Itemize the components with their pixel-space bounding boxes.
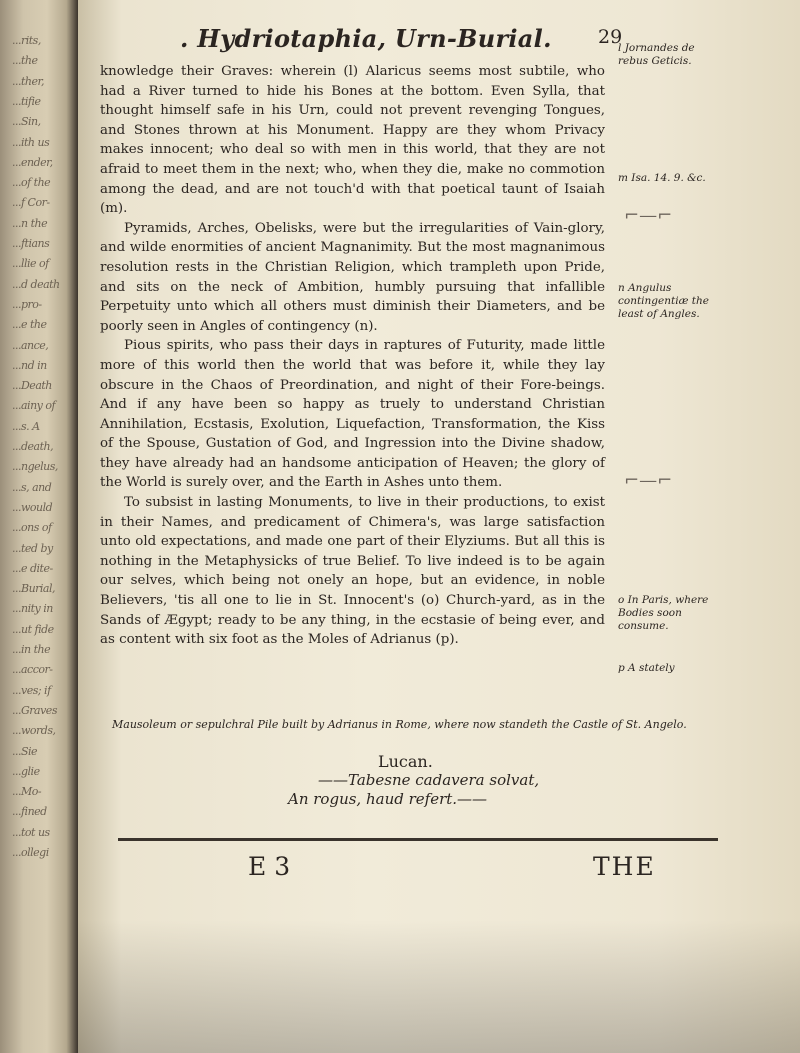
main-text: [100, 62, 605, 650]
left-edge-fragment: ...tot us: [12, 825, 50, 839]
left-edge-fragment: ...Death: [12, 379, 52, 393]
margin-note-o: o In Paris, where Bodies soon consume.: [618, 594, 709, 632]
pen-bracket-mark: ⌐—⌐: [624, 205, 673, 226]
quotation-source: Lucan.: [378, 752, 433, 771]
left-edge-fragment: ...llie of: [12, 257, 49, 271]
margin-note-l: l Jornandes de rebus Geticis.: [618, 42, 695, 67]
printer-rule: [118, 838, 718, 841]
paragraph-2: Pyramids, Arches, Obelisks, were but the irregularities of Vain-glory, and wilde enormities of ancient Magnanimity. But the most magnanimous resolution rests in the Christian Religion, which trampleth upon Pride, and sits on the neck of Ambition, humbly pursuing that infallible Perpetuity unto which all others must diminish their Diameters, and be poorly seen in Angles of contingency (n).: [100, 220, 605, 334]
page-shadow: [78, 920, 800, 1053]
left-edge-fragment: ...would: [12, 500, 53, 514]
book-page: [78, 0, 800, 1053]
paragraph-3: Pious spirits, who pass their days in raptures of Futurity, made little more of this world then the world that was before it, while they lay obscure in the Chaos of Preordination, and night of their Fore-beings. And if any have been so happy as truely to understand Christian Annihilation, Ecstasis, Exolution, Liquefaction, Transformation, the Kiss of the Spouse, Gustation of God, and Ingression into the Divine shadow, they have already had an handsome anticipation of Heaven; the glory of the World is surely over, and the Earth in Ashes unto them.: [100, 338, 605, 491]
left-edge-fragment: ...rits,: [12, 34, 41, 47]
left-edge-fragment: ...s. A: [12, 419, 40, 433]
left-edge-fragment: ...glie: [12, 764, 40, 778]
left-edge-fragment: ...e the: [12, 318, 47, 332]
running-head: . Hydriotaphia, Urn-Burial.: [180, 24, 552, 53]
signature-mark: E 3: [248, 852, 291, 881]
left-edge-fragment: ...Graves: [12, 703, 57, 717]
left-edge-fragment: ...ther,: [12, 74, 45, 88]
left-edge-fragment: ...ance,: [12, 338, 49, 352]
left-edge-fragment: ...ender,: [12, 155, 53, 169]
left-edge-fragment: ...accor-: [12, 663, 53, 677]
facing-page-edge: [0, 0, 78, 1053]
left-edge-fragment: ...nity in: [12, 602, 53, 616]
quotation-line-1: ——Tabesne cadavera solvat,: [318, 771, 540, 789]
paragraph-1: knowledge their Graves: wherein (l) Alaricus seems most subtile, who had a River turned to hide his Bones at the bottom. Even Sylla, that thought himself safe in his Urn, could not prevent revenging Tongues, and Stones thrown at his Monument. Happy are they whom Privacy makes innocent; who deal so with men in this world, that they are not afraid to meet them in the next; who, when they die, make no commotion among the dead, and are not touch'd with that poetical taunt of Isaiah (m).: [100, 64, 605, 217]
left-edge-fragment: ...in the: [12, 643, 51, 656]
left-edge-fragment: ...the: [12, 54, 38, 68]
left-edge-fragment: ...s, and: [12, 480, 52, 494]
left-edge-fragment: ...ves; if: [12, 683, 51, 697]
left-edge-fragment: ...n the: [12, 216, 48, 230]
left-edge-fragment: ...ith us: [12, 135, 50, 149]
left-edge-fragment: ...ut fide: [12, 622, 54, 636]
left-edge-fragment: ...fined: [12, 805, 47, 819]
left-edge-fragment: ...of the: [12, 176, 51, 190]
left-edge-fragment: ...ons of: [12, 521, 52, 535]
left-edge-fragment: ...tifie: [12, 94, 41, 108]
left-edge-fragment: ...words,: [12, 724, 56, 738]
left-edge-fragment: ...d death: [12, 277, 60, 291]
left-edge-fragment: ...f Cor-: [12, 196, 50, 210]
left-edge-fragment: ...Sie: [12, 744, 38, 758]
lucan-quotation: [288, 752, 588, 809]
left-edge-fragment: ...Sin,: [12, 115, 41, 129]
quotation-line-2: An rogus, haud refert.——: [288, 790, 488, 808]
left-edge-fragment: ...ngelus,: [12, 460, 58, 474]
left-edge-fragment: ...e dite-: [12, 561, 53, 575]
margin-note-p: p A stately: [618, 662, 675, 674]
pen-bracket-mark-2: ⌐—⌐: [624, 470, 673, 491]
catchword: THE: [593, 852, 656, 881]
left-edge-fragment: ...death,: [12, 440, 54, 453]
footnote-continuation: Mausoleum or sepulchral Pile built by Adrianus in Rome, where now standeth the Castle of St. Angelo.: [112, 718, 687, 731]
left-edge-fragment: ...ted by: [12, 541, 53, 555]
left-edge-fragment: ...ftians: [12, 237, 50, 250]
page-number: 29: [598, 26, 623, 48]
paragraph-4: To subsist in lasting Monuments, to live in their productions, to exist in their Names, and predicament of Chimera's, was large satisfaction unto old expectations, and made one part of their Elyziums. But all this is nothing in the Metaphysicks of true Belief. To live indeed is to be again our selves, which being not onely an hope, but an evidence, in noble Believers, 'tis all one to lie in St. Innocent's (o) Church-yard, as in the Sands of Ægypt; ready to be any thing, in the ecstasie of being ever, and as content with six foot as the Moles of Adrianus (p).: [100, 495, 605, 648]
left-edge-fragment: ...Mo-: [12, 785, 42, 799]
left-edge-fragment: ...pro-: [12, 297, 42, 311]
left-edge-fragment: ...nd in: [12, 358, 47, 372]
left-edge-fragment: ...Burial,: [12, 582, 56, 596]
margin-note-n: n Angulus contingentiæ the least of Angles.: [618, 282, 709, 320]
margin-note-m: m Isa. 14. 9. &c.: [618, 172, 706, 184]
left-edge-fragment: ...ollegi: [12, 846, 49, 859]
left-edge-fragment: ...ainy of: [12, 399, 56, 413]
